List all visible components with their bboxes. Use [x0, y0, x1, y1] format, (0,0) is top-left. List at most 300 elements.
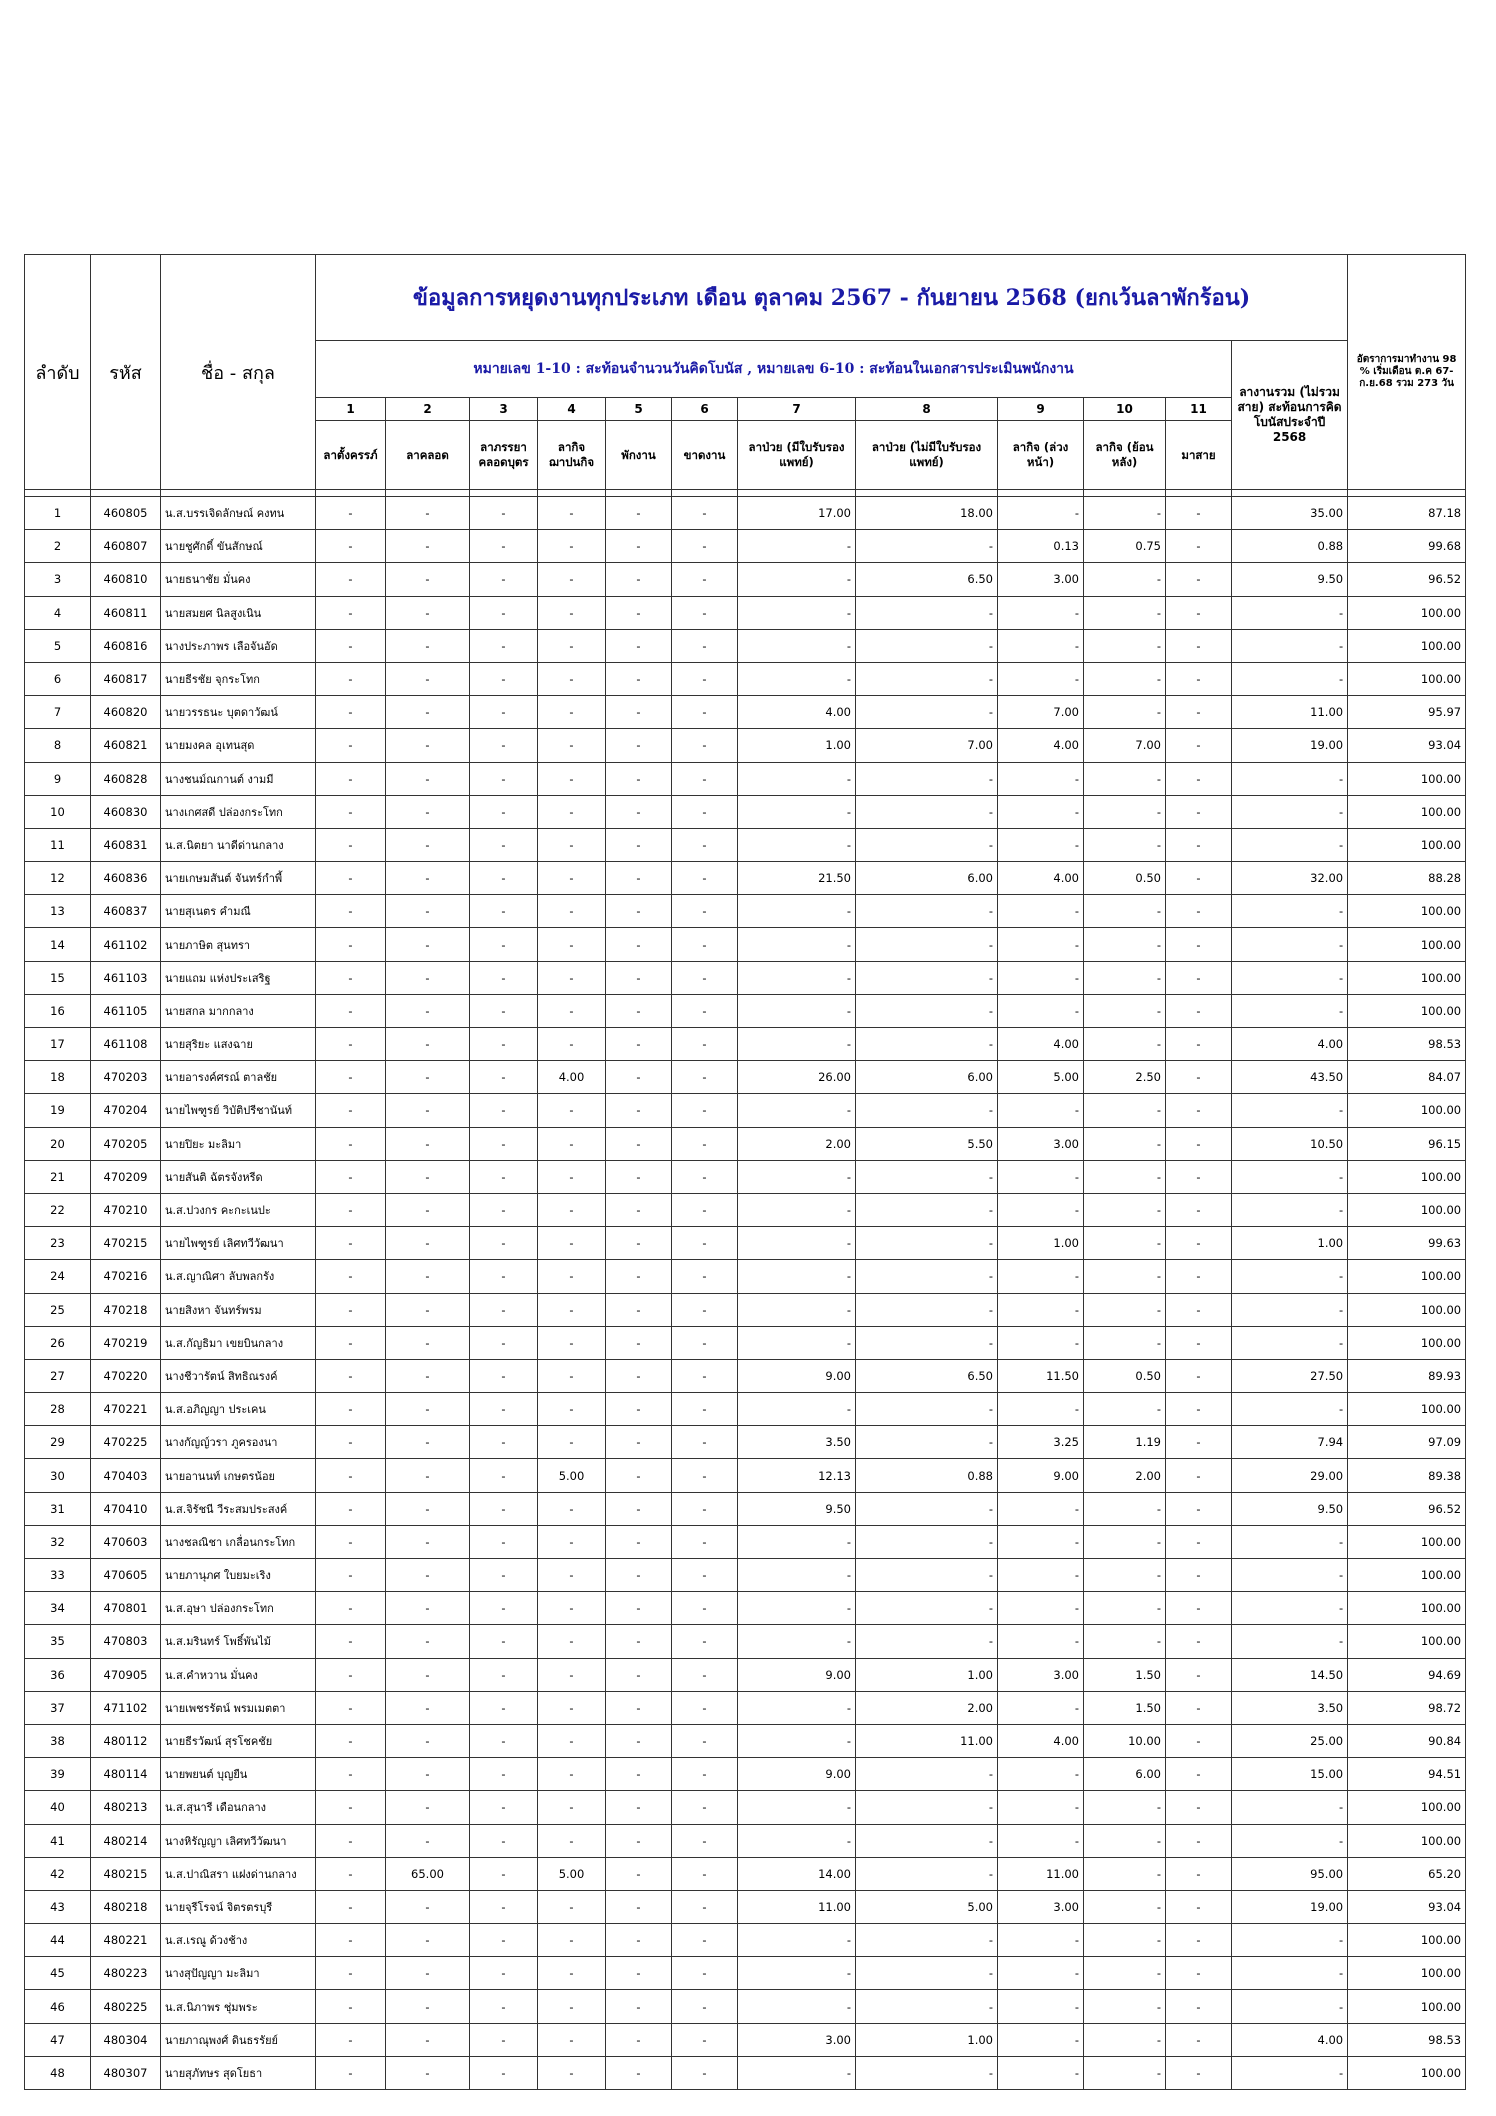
leave-value-cell: -: [1166, 1625, 1232, 1658]
attendance-rate-cell: 90.84: [1348, 1724, 1466, 1757]
leave-value-cell: -: [538, 1193, 606, 1226]
leave-value-cell: -: [386, 994, 470, 1027]
code-cell: 470219: [91, 1326, 161, 1359]
leave-value-cell: -: [538, 1426, 606, 1459]
leave-value-cell: -: [672, 2023, 738, 2056]
column-number: 4: [538, 398, 606, 421]
leave-value-cell: -: [738, 596, 856, 629]
leave-value-cell: -: [386, 1094, 470, 1127]
name-cell: นายเพชรรัตน์ พรมเมตตา: [161, 1691, 316, 1724]
name-cell: น.ส.ญาณิศา ลับพลกรัง: [161, 1260, 316, 1293]
leave-value-cell: -: [470, 1691, 538, 1724]
leave-value-cell: -: [606, 662, 672, 695]
code-cell: 471102: [91, 1691, 161, 1724]
attendance-rate-cell: 93.04: [1348, 729, 1466, 762]
total-leave-cell: 32.00: [1232, 862, 1348, 895]
leave-value-cell: -: [1084, 1957, 1166, 1990]
leave-value-cell: -: [470, 828, 538, 861]
leave-value-cell: -: [1084, 497, 1166, 530]
leave-value-cell: -: [606, 1990, 672, 2023]
leave-value-cell: -: [316, 1890, 386, 1923]
leave-value-cell: -: [1084, 762, 1166, 795]
seq-cell: 15: [25, 961, 91, 994]
leave-value-cell: -: [1166, 1260, 1232, 1293]
leave-value-cell: -: [316, 629, 386, 662]
leave-value-cell: -: [470, 497, 538, 530]
leave-value-cell: -: [998, 1625, 1084, 1658]
leave-value-cell: -: [1166, 1758, 1232, 1791]
leave-value-cell: -: [998, 1691, 1084, 1724]
seq-cell: 34: [25, 1592, 91, 1625]
leave-value-cell: -: [1166, 1028, 1232, 1061]
name-cell: นายภาณุพงศ์ ดินธรรัยย์: [161, 2023, 316, 2056]
leave-value-cell: -: [316, 1592, 386, 1625]
spacer-cell: [606, 490, 672, 497]
leave-value-cell: -: [1166, 1094, 1232, 1127]
leave-value-cell: -: [316, 1193, 386, 1226]
spacer-cell: [91, 490, 161, 497]
leave-value-cell: -: [606, 1559, 672, 1592]
code-cell: 460830: [91, 795, 161, 828]
table-row: [25, 1127, 1466, 1160]
leave-value-cell: -: [538, 563, 606, 596]
name-header: ชื่อ - สกุล: [161, 255, 316, 490]
name-cell: นายพยนต์ บุญยืน: [161, 1758, 316, 1791]
leave-value-cell: -: [1084, 563, 1166, 596]
leave-value-cell: -: [856, 895, 998, 928]
leave-value-cell: -: [470, 1525, 538, 1558]
leave-value-cell: -: [672, 1691, 738, 1724]
total-leave-cell: -: [1232, 1824, 1348, 1857]
leave-value-cell: -: [606, 895, 672, 928]
leave-value-cell: -: [316, 895, 386, 928]
attendance-rate-cell: 93.04: [1348, 1890, 1466, 1923]
leave-value-cell: 6.50: [856, 1359, 998, 1392]
seq-cell: 28: [25, 1393, 91, 1426]
seq-cell: 43: [25, 1890, 91, 1923]
leave-value-cell: -: [316, 862, 386, 895]
leave-value-cell: -: [1166, 1227, 1232, 1260]
leave-value-cell: -: [316, 1393, 386, 1426]
leave-value-cell: -: [386, 1890, 470, 1923]
leave-value-cell: -: [386, 928, 470, 961]
table-row: [25, 795, 1466, 828]
seq-cell: 31: [25, 1492, 91, 1525]
leave-value-cell: 12.13: [738, 1459, 856, 1492]
code-cell: 470905: [91, 1658, 161, 1691]
leave-value-cell: 1.00: [998, 1227, 1084, 1260]
total-leave-cell: 4.00: [1232, 2023, 1348, 2056]
attendance-rate-cell: 89.93: [1348, 1359, 1466, 1392]
code-cell: 470209: [91, 1160, 161, 1193]
leave-value-cell: -: [672, 1724, 738, 1757]
leave-value-cell: -: [672, 1061, 738, 1094]
code-cell: 460836: [91, 862, 161, 895]
leave-value-cell: -: [316, 1857, 386, 1890]
seq-cell: 27: [25, 1359, 91, 1392]
leave-value-cell: -: [538, 1990, 606, 2023]
total-leave-cell: -: [1232, 1293, 1348, 1326]
leave-value-cell: -: [316, 1127, 386, 1160]
leave-value-cell: -: [606, 994, 672, 1027]
leave-value-cell: -: [316, 1260, 386, 1293]
name-cell: นายอานนท์ เกษตรน้อย: [161, 1459, 316, 1492]
column-label: ลาป่วย (ไม่มีใบรับรองแพทย์): [856, 421, 998, 490]
leave-value-cell: -: [856, 1559, 998, 1592]
table-row: [25, 729, 1466, 762]
leave-value-cell: -: [470, 1824, 538, 1857]
leave-value-cell: -: [316, 563, 386, 596]
leave-value-cell: -: [538, 961, 606, 994]
leave-value-cell: -: [738, 928, 856, 961]
name-cell: น.ส.คำหวาน มั่นคง: [161, 1658, 316, 1691]
leave-value-cell: -: [386, 862, 470, 895]
attendance-rate-cell: 100.00: [1348, 662, 1466, 695]
table-row: [25, 1824, 1466, 1857]
leave-value-cell: -: [606, 530, 672, 563]
leave-value-cell: 3.00: [998, 1658, 1084, 1691]
leave-value-cell: -: [538, 2023, 606, 2056]
leave-value-cell: -: [386, 1658, 470, 1691]
leave-value-cell: -: [316, 1061, 386, 1094]
leave-value-cell: -: [856, 1193, 998, 1226]
leave-value-cell: -: [998, 1492, 1084, 1525]
table-row: [25, 1691, 1466, 1724]
leave-value-cell: 4.00: [738, 696, 856, 729]
leave-value-cell: -: [1084, 928, 1166, 961]
total-leave-cell: -: [1232, 795, 1348, 828]
leave-value-cell: -: [538, 795, 606, 828]
leave-value-cell: -: [606, 1127, 672, 1160]
table-row: [25, 1094, 1466, 1127]
code-cell: 460821: [91, 729, 161, 762]
attendance-rate-cell: 99.68: [1348, 530, 1466, 563]
name-cell: นายเกษมสันต์ จันทร์กำพี้: [161, 862, 316, 895]
leave-value-cell: -: [672, 563, 738, 596]
table-row: [25, 596, 1466, 629]
code-cell: 461108: [91, 1028, 161, 1061]
leave-value-cell: -: [606, 596, 672, 629]
leave-value-cell: -: [606, 1691, 672, 1724]
leave-summary-table: [24, 254, 1466, 2090]
leave-value-cell: -: [470, 1990, 538, 2023]
table-row: [25, 1359, 1466, 1392]
attendance-rate-cell: 100.00: [1348, 994, 1466, 1027]
leave-value-cell: 4.00: [998, 862, 1084, 895]
attendance-rate-cell: 84.07: [1348, 1061, 1466, 1094]
leave-value-cell: -: [470, 1857, 538, 1890]
total-leave-cell: -: [1232, 596, 1348, 629]
leave-value-cell: -: [316, 1293, 386, 1326]
leave-value-cell: -: [672, 1559, 738, 1592]
leave-value-cell: 3.00: [998, 1127, 1084, 1160]
leave-value-cell: -: [738, 762, 856, 795]
table-row: [25, 662, 1466, 695]
leave-value-cell: -: [538, 862, 606, 895]
leave-value-cell: -: [386, 1957, 470, 1990]
total-leave-cell: -: [1232, 928, 1348, 961]
leave-value-cell: -: [672, 2056, 738, 2089]
leave-value-cell: -: [316, 795, 386, 828]
leave-value-cell: -: [470, 1061, 538, 1094]
leave-value-cell: -: [1166, 1592, 1232, 1625]
leave-value-cell: -: [1084, 1160, 1166, 1193]
leave-value-cell: -: [1084, 629, 1166, 662]
leave-value-cell: -: [538, 1890, 606, 1923]
leave-value-cell: -: [998, 795, 1084, 828]
attendance-rate-cell: 97.09: [1348, 1426, 1466, 1459]
code-cell: 470220: [91, 1359, 161, 1392]
total-leave-cell: -: [1232, 1957, 1348, 1990]
column-label: ขาดงาน: [672, 421, 738, 490]
name-cell: น.ส.สุนารี เดือนกลาง: [161, 1791, 316, 1824]
name-cell: นายปิยะ มะลิมา: [161, 1127, 316, 1160]
table-row: [25, 928, 1466, 961]
table-row: [25, 1061, 1466, 1094]
leave-value-cell: -: [998, 1160, 1084, 1193]
code-cell: 470204: [91, 1094, 161, 1127]
leave-value-cell: -: [538, 596, 606, 629]
leave-value-cell: 1.50: [1084, 1691, 1166, 1724]
column-number: 8: [856, 398, 998, 421]
code-cell: 460828: [91, 762, 161, 795]
leave-value-cell: -: [470, 696, 538, 729]
code-cell: 460820: [91, 696, 161, 729]
leave-value-cell: -: [738, 629, 856, 662]
leave-value-cell: -: [538, 1592, 606, 1625]
leave-value-cell: 26.00: [738, 1061, 856, 1094]
leave-value-cell: -: [538, 1924, 606, 1957]
leave-value-cell: -: [386, 1193, 470, 1226]
leave-value-cell: -: [856, 961, 998, 994]
leave-value-cell: -: [856, 1426, 998, 1459]
leave-value-cell: -: [386, 1791, 470, 1824]
attendance-rate-cell: 100.00: [1348, 1326, 1466, 1359]
leave-value-cell: -: [538, 1160, 606, 1193]
leave-value-cell: -: [1166, 1691, 1232, 1724]
seq-cell: 29: [25, 1426, 91, 1459]
total-leave-cell: 9.50: [1232, 563, 1348, 596]
leave-value-cell: -: [1084, 795, 1166, 828]
seq-cell: 16: [25, 994, 91, 1027]
leave-value-cell: -: [1084, 895, 1166, 928]
name-cell: นายธนาชัย มั่นคง: [161, 563, 316, 596]
leave-value-cell: -: [856, 1525, 998, 1558]
leave-value-cell: -: [316, 1094, 386, 1127]
leave-value-cell: 14.00: [738, 1857, 856, 1890]
leave-value-cell: -: [856, 1592, 998, 1625]
leave-value-cell: -: [1166, 1890, 1232, 1923]
name-cell: น.ส.บรรเจิดลักษณ์ คงทน: [161, 497, 316, 530]
name-cell: นางชนม์ณกานต์ งามมี: [161, 762, 316, 795]
leave-value-cell: 9.00: [738, 1359, 856, 1392]
leave-value-cell: -: [470, 1426, 538, 1459]
leave-value-cell: -: [606, 1293, 672, 1326]
seq-cell: 12: [25, 862, 91, 895]
attendance-rate-cell: 100.00: [1348, 895, 1466, 928]
leave-value-cell: -: [316, 1924, 386, 1957]
leave-value-cell: -: [1084, 1326, 1166, 1359]
leave-value-cell: -: [738, 530, 856, 563]
leave-value-cell: -: [1166, 1426, 1232, 1459]
leave-value-cell: 3.00: [738, 2023, 856, 2056]
leave-value-cell: -: [1084, 994, 1166, 1027]
leave-value-cell: 11.00: [998, 1857, 1084, 1890]
total-leave-cell: -: [1232, 994, 1348, 1027]
leave-value-cell: -: [672, 1758, 738, 1791]
seq-cell: 13: [25, 895, 91, 928]
leave-value-cell: -: [856, 994, 998, 1027]
attendance-rate-cell: 98.53: [1348, 2023, 1466, 2056]
leave-value-cell: -: [672, 497, 738, 530]
leave-value-cell: -: [470, 563, 538, 596]
leave-value-cell: -: [606, 1857, 672, 1890]
leave-value-cell: -: [856, 1260, 998, 1293]
attendance-rate-cell: 100.00: [1348, 961, 1466, 994]
leave-value-cell: -: [538, 1492, 606, 1525]
seq-cell: 37: [25, 1691, 91, 1724]
leave-value-cell: -: [1166, 828, 1232, 861]
leave-value-cell: -: [606, 862, 672, 895]
attendance-rate-header: อัตราการมาทำงาน 98 % เริ่มเดือน ต.ค 67-ก.ย.68 รวม 273 วัน: [1348, 255, 1466, 490]
leave-value-cell: -: [470, 596, 538, 629]
attendance-rate-cell: 100.00: [1348, 828, 1466, 861]
leave-value-cell: -: [316, 1459, 386, 1492]
leave-value-cell: -: [386, 1592, 470, 1625]
leave-value-cell: -: [1084, 828, 1166, 861]
leave-value-cell: -: [672, 1957, 738, 1990]
code-cell: 470803: [91, 1625, 161, 1658]
leave-value-cell: -: [538, 1293, 606, 1326]
leave-value-cell: -: [538, 696, 606, 729]
total-leave-cell: 25.00: [1232, 1724, 1348, 1757]
attendance-rate-cell: 100.00: [1348, 1293, 1466, 1326]
leave-value-cell: -: [538, 1791, 606, 1824]
leave-value-cell: -: [1166, 1193, 1232, 1226]
name-cell: นายสกล มากกลาง: [161, 994, 316, 1027]
seq-cell: 14: [25, 928, 91, 961]
code-cell: 460805: [91, 497, 161, 530]
table-row: [25, 1492, 1466, 1525]
table-row: [25, 2023, 1466, 2056]
leave-value-cell: -: [606, 629, 672, 662]
leave-value-cell: 18.00: [856, 497, 998, 530]
total-leave-header: ลางานรวม (ไม่รวมสาย) สะท้อนการคิดโบนัสประจำปี 2568: [1232, 341, 1348, 490]
leave-value-cell: -: [998, 928, 1084, 961]
leave-value-cell: -: [470, 1359, 538, 1392]
leave-value-cell: -: [998, 1326, 1084, 1359]
leave-value-cell: -: [738, 1724, 856, 1757]
leave-value-cell: -: [1166, 1658, 1232, 1691]
leave-value-cell: -: [386, 1824, 470, 1857]
leave-value-cell: -: [538, 1127, 606, 1160]
leave-value-cell: -: [998, 762, 1084, 795]
total-leave-cell: -: [1232, 1260, 1348, 1293]
leave-value-cell: -: [386, 1061, 470, 1094]
leave-value-cell: -: [386, 795, 470, 828]
leave-value-cell: -: [998, 1393, 1084, 1426]
total-leave-cell: -: [1232, 2056, 1348, 2089]
name-cell: นายธีรชัย จุกระโทก: [161, 662, 316, 695]
leave-value-cell: -: [856, 1293, 998, 1326]
attendance-rate-cell: 96.52: [1348, 1492, 1466, 1525]
attendance-rate-cell: 100.00: [1348, 1824, 1466, 1857]
table-row: [25, 563, 1466, 596]
leave-value-cell: -: [672, 530, 738, 563]
leave-value-cell: -: [1166, 662, 1232, 695]
leave-value-cell: -: [998, 994, 1084, 1027]
leave-value-cell: -: [538, 1758, 606, 1791]
total-leave-cell: -: [1232, 961, 1348, 994]
leave-value-cell: -: [606, 961, 672, 994]
code-cell: 480218: [91, 1890, 161, 1923]
name-cell: นายจุรีโรจน์ จิตรตรบุรี: [161, 1890, 316, 1923]
leave-value-cell: -: [998, 1924, 1084, 1957]
leave-value-cell: -: [672, 1426, 738, 1459]
leave-value-cell: -: [606, 1393, 672, 1426]
seq-cell: 44: [25, 1924, 91, 1957]
name-cell: น.ส.อุษา ปล่องกระโทก: [161, 1592, 316, 1625]
spacer-cell: [1084, 490, 1166, 497]
code-cell: 480223: [91, 1957, 161, 1990]
total-leave-cell: -: [1232, 762, 1348, 795]
leave-value-cell: -: [470, 662, 538, 695]
leave-value-cell: -: [470, 1492, 538, 1525]
attendance-rate-cell: 99.63: [1348, 1227, 1466, 1260]
column-number: 5: [606, 398, 672, 421]
name-cell: นายภานุภศ ใบยมะเริง: [161, 1559, 316, 1592]
total-leave-cell: -: [1232, 1559, 1348, 1592]
attendance-rate-cell: 100.00: [1348, 1193, 1466, 1226]
total-leave-cell: 43.50: [1232, 1061, 1348, 1094]
code-cell: 460807: [91, 530, 161, 563]
leave-value-cell: -: [538, 1326, 606, 1359]
seq-cell: 36: [25, 1658, 91, 1691]
leave-value-cell: -: [470, 1459, 538, 1492]
leave-value-cell: -: [538, 928, 606, 961]
name-cell: นายชูศักดิ์ ขันสักษณ์: [161, 530, 316, 563]
leave-value-cell: -: [998, 1957, 1084, 1990]
leave-value-cell: -: [738, 1193, 856, 1226]
table-row: [25, 762, 1466, 795]
leave-value-cell: -: [470, 1028, 538, 1061]
code-cell: 470210: [91, 1193, 161, 1226]
leave-value-cell: -: [386, 1525, 470, 1558]
leave-value-cell: -: [1084, 1492, 1166, 1525]
leave-value-cell: -: [538, 828, 606, 861]
leave-value-cell: -: [1166, 961, 1232, 994]
leave-value-cell: -: [470, 895, 538, 928]
name-cell: น.ส.เรณู ด้วงช้าง: [161, 1924, 316, 1957]
total-leave-cell: 19.00: [1232, 1890, 1348, 1923]
leave-value-cell: -: [470, 1094, 538, 1127]
leave-value-cell: 17.00: [738, 497, 856, 530]
column-number: 11: [1166, 398, 1232, 421]
column-number: 3: [470, 398, 538, 421]
column-number: 10: [1084, 398, 1166, 421]
table-row: [25, 1791, 1466, 1824]
leave-value-cell: -: [606, 2056, 672, 2089]
leave-value-cell: -: [386, 662, 470, 695]
leave-value-cell: -: [316, 1492, 386, 1525]
employee-rows: [25, 490, 1466, 2090]
name-cell: นางประภาพร เลือจันอัด: [161, 629, 316, 662]
leave-value-cell: 7.00: [998, 696, 1084, 729]
leave-value-cell: -: [606, 1459, 672, 1492]
table-row: [25, 1957, 1466, 1990]
leave-value-cell: -: [470, 928, 538, 961]
leave-value-cell: -: [1166, 1525, 1232, 1558]
